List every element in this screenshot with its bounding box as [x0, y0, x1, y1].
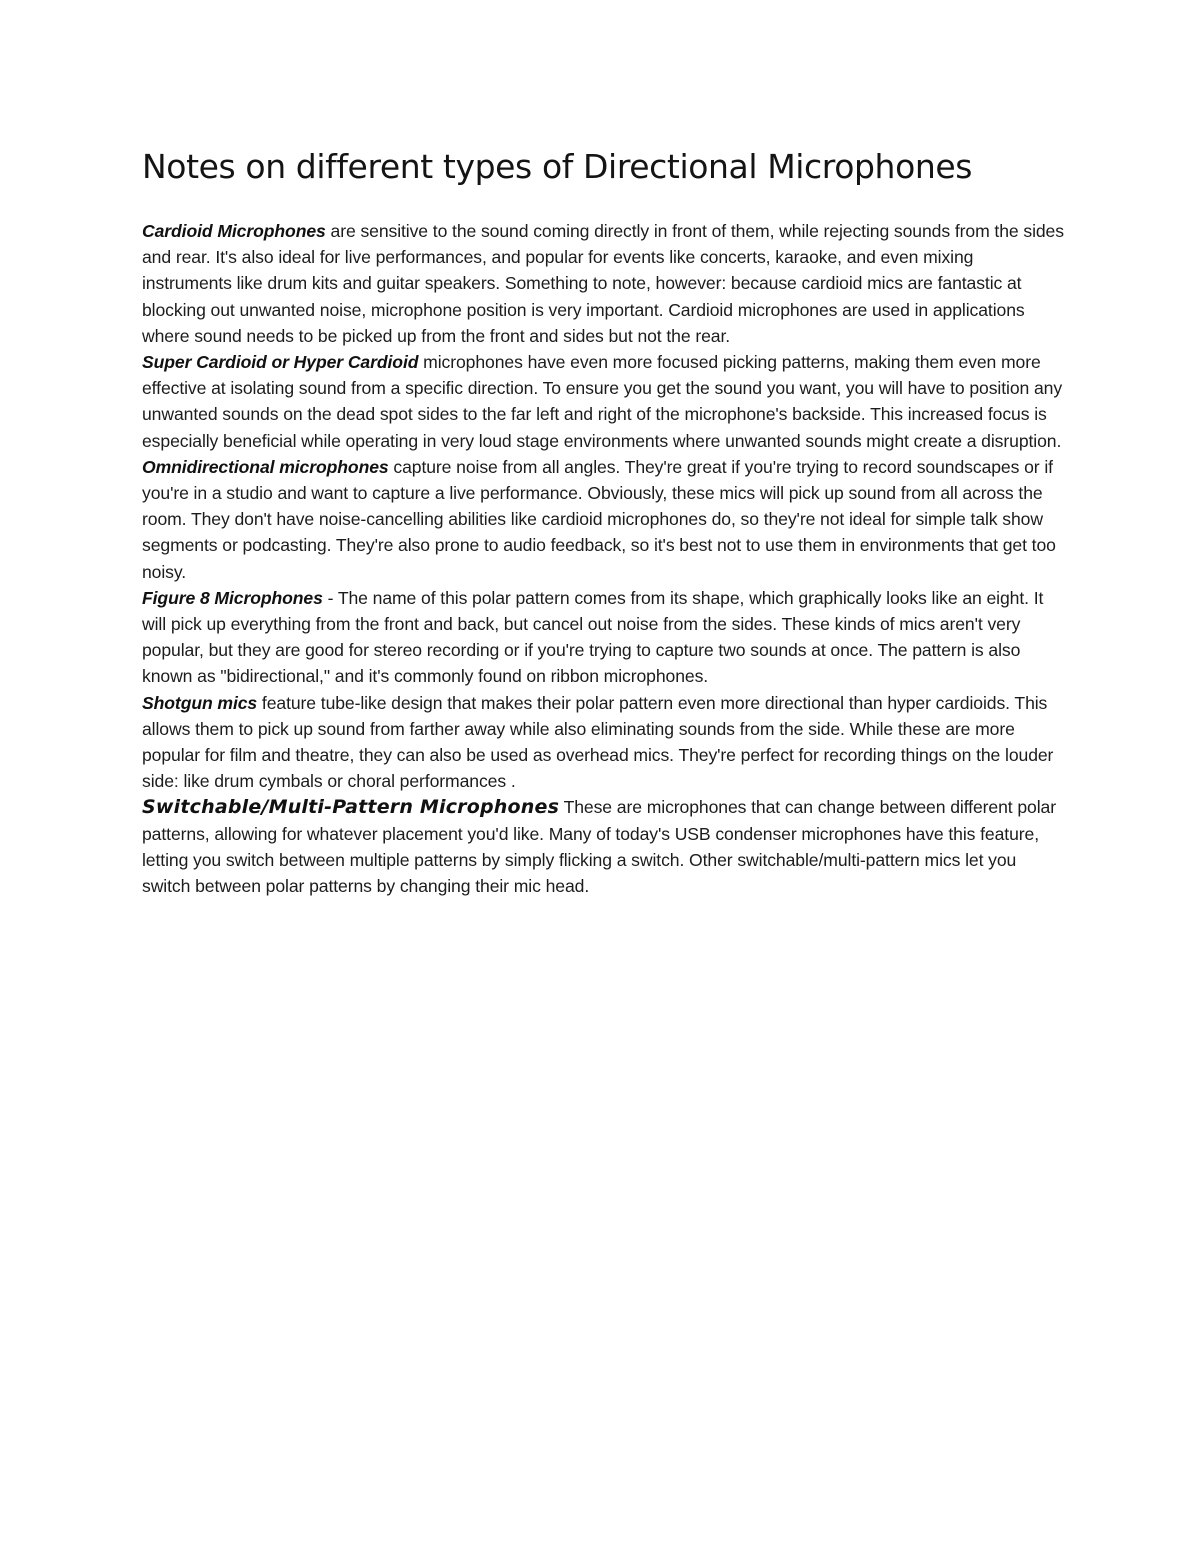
section-text: These are microphones that can change between different polar patterns, allowing for whatever placement you'd like. Many of today's USB condenser microphones have this feature, letting you switch between multiple patterns by simply flicking a switch. Other switchable/multi-pattern mics let you switch between polar patterns by changing their mic head.	[142, 797, 1056, 897]
section-term: Omnidirectional microphones	[142, 456, 389, 477]
section-text: are sensitive to the sound coming directly in front of them, while rejecting sounds from the sides and rear. It's also ideal for live performances, and popular for events like concerts, karaoke, and even mixing instruments like drum kits and guitar speakers. Something to note, however: because cardioid mics are fantastic at blocking out unwanted noise, microphone position is very important. Cardioid microphones are used in applications where sound needs to be picked up from the front and sides but not the rear.	[142, 221, 1064, 346]
section-text: microphones have even more focused picking patterns, making them even more effective at isolating sound from a specific direction. To ensure you get the sound you want, you will have to position any unwanted sounds on the dead spot sides to the far left and right of the microphone's backside. This increased focus is especially beneficial while operating in very loud stage environments where unwanted sounds might create a disruption.	[142, 352, 1063, 451]
section-switchable	[142, 794, 1067, 899]
section-omnidirectional	[142, 454, 1067, 585]
section-text: feature tube-like design that makes their polar pattern even more directional than hyper cardioids. This allows them to pick up sound from farther away while also eliminating sounds from the side. While these are more popular for film and theatre, they can also be used as overhead mics. They're perfect for recording things on the louder side: like drum cymbals or choral performances .	[142, 692, 1054, 792]
section-figure-8	[142, 585, 1067, 690]
section-term: Figure 8 Microphones	[142, 587, 323, 608]
section-text: - The name of this polar pattern comes from its shape, which graphically looks like an eight. It will pick up everything from the front and back, but cancel out noise from the sides. These kinds of mics aren't very popular, but they are good for stereo recording or if you're trying to capture two sounds at once. The pattern is also known as "bidirectional," and it's commonly found on ribbon microphones.	[142, 587, 1044, 687]
section-super-hyper-cardioid	[142, 349, 1067, 454]
section-term: Super Cardioid or Hyper Cardioid	[142, 352, 419, 373]
section-shotgun	[142, 690, 1067, 795]
section-term: Shotgun mics	[142, 692, 258, 713]
document-title: Notes on different types of Directional Microphones	[142, 147, 973, 186]
section-text: capture noise from all angles. They're great if you're trying to record soundscapes or if you're in a studio and want to capture a live performance. Obviously, these mics will pick up sound from all across the room. They don't have noise-cancelling abilities like cardioid microphones do, so they're not ideal for simple talk show segments or podcasting. They're also prone to audio feedback, so it's best not to use them in environments that get too noisy.	[142, 456, 1056, 582]
document-body	[142, 218, 1067, 899]
section-term: Cardioid Microphones	[142, 221, 326, 241]
section-term: Switchable/Multi-Pattern Microphones	[142, 796, 560, 819]
section-cardioid	[142, 218, 1067, 349]
